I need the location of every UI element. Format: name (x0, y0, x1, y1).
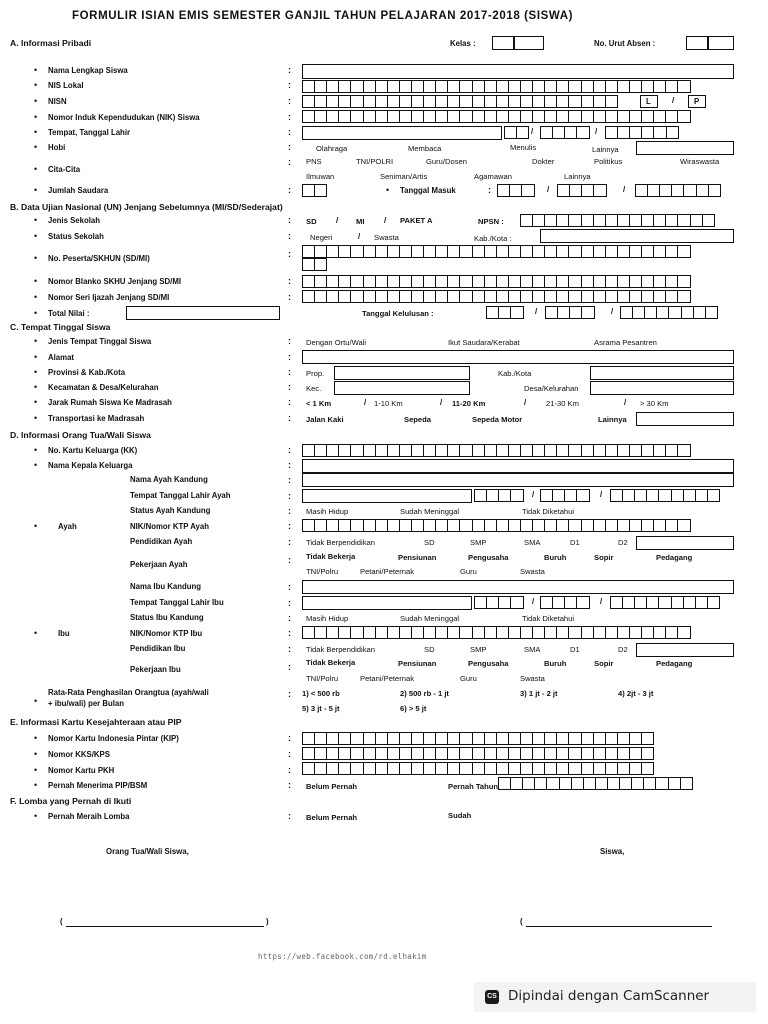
colon: : (288, 749, 291, 759)
input-provinsi[interactable] (334, 366, 470, 380)
input-nama-ayah[interactable] (302, 473, 734, 487)
label-ttl-ayah: Tempat Tanggal Lahir Ayah (130, 491, 231, 500)
kerja-ayah-option[interactable]: Pengusaha (468, 553, 509, 562)
input-tempat-lahir-ibu[interactable] (302, 596, 472, 610)
cells-ijazah[interactable] (302, 290, 690, 303)
input-hobi-lainnya[interactable] (636, 141, 734, 155)
signature-label-siswa: Siswa, (600, 847, 625, 856)
transport-option[interactable]: Lainnya (598, 415, 627, 424)
label-nama: Nama Lengkap Siswa (48, 66, 128, 75)
colon: : (288, 336, 291, 346)
signature-line-siswa (526, 926, 712, 927)
kelas-label: Kelas : (450, 39, 476, 48)
section-f-heading: F. Lomba yang Pernah di Ikuti (10, 796, 132, 806)
label-provinsi: Provinsi & Kab./Kota (48, 368, 126, 377)
bullet: • (34, 628, 38, 638)
colon: : (288, 491, 291, 501)
bullet: • (34, 185, 38, 195)
slash: / (364, 398, 367, 407)
colon: : (288, 811, 291, 821)
label-ayah-group: Ayah (58, 522, 77, 531)
cells-peserta[interactable] (302, 245, 690, 258)
npsn-label: NPSN : (478, 217, 504, 226)
transport-option[interactable]: Sepeda Motor (472, 415, 523, 424)
bullet: • (34, 276, 38, 286)
label-penghasilan: Rata-Rata Penghasilan Orangtua (ayah/wali (48, 688, 209, 697)
cells-bln-lulus[interactable] (545, 306, 593, 319)
cells-tanggal[interactable] (504, 126, 528, 139)
kerja-ibu-option[interactable]: Guru (460, 674, 477, 683)
status-ayah-option[interactable]: Sudah Meninggal (400, 507, 460, 516)
bullet: • (34, 142, 38, 152)
status-ibu-option[interactable]: Tidak Diketahui (522, 614, 575, 623)
pend-ibu-option[interactable]: SMA (524, 645, 541, 654)
hobi-option[interactable]: Olahraga (316, 144, 348, 153)
cells-blanko[interactable] (302, 275, 690, 288)
colon: : (288, 367, 291, 377)
colon: : (288, 65, 291, 75)
slash: / (358, 232, 361, 241)
colon: : (288, 127, 291, 137)
label-ijazah: Nomor Seri Ijazah Jenjang SD/MI (48, 293, 170, 302)
jarak-option[interactable]: 21-30 Km (546, 399, 579, 408)
kerja-ibu-option[interactable]: Sopir (594, 659, 614, 668)
cells-kk[interactable] (302, 444, 690, 457)
jarak-option[interactable]: 1-10 Km (374, 399, 403, 408)
date-slash: / (611, 307, 614, 316)
cells-bln-ayah[interactable] (540, 489, 588, 502)
cita-option[interactable]: Politikus (594, 157, 623, 166)
label-nik-ibu: NIK/Nomor KTP Ibu (130, 629, 203, 638)
cells-nis[interactable] (302, 80, 690, 93)
signature-paren: ( (520, 917, 523, 926)
label-blanko: Nomor Blanko SKHU Jenjang SD/MI (48, 277, 181, 286)
label-pip: Pernah Menerima PIP/BSM (48, 781, 148, 790)
kerja-ibu-option[interactable]: Petani/Peternak (360, 674, 415, 683)
label-kepala: Nama Kepala Keluarga (48, 461, 133, 470)
slash: / (384, 216, 387, 225)
colon: : (288, 397, 291, 407)
income-option[interactable]: 2) 500 rb - 1 jt (400, 689, 449, 698)
pend-ibu-option[interactable]: D1 (570, 645, 580, 654)
bullet: • (34, 112, 38, 122)
cita-option[interactable]: Ilmuwan (306, 172, 335, 181)
pend-ayah-option[interactable]: D1 (570, 538, 580, 547)
pend-ayah-option[interactable]: Tidak Berpendidikan (306, 538, 375, 547)
bullet: • (34, 397, 38, 407)
label-nisn: NISN (48, 97, 67, 106)
cells-tgl-masuk[interactable] (497, 184, 533, 197)
colon: : (288, 628, 291, 638)
label-jenis-tinggal: Jenis Tempat Tinggal Siswa (48, 337, 152, 346)
tinggal-option[interactable]: Dengan Ortu/Wali (306, 338, 367, 347)
bullet: • (34, 308, 38, 318)
cita-option[interactable]: Guru/Dosen (426, 157, 467, 166)
bullet: • (34, 164, 38, 174)
label-status-sekolah: Status Sekolah (48, 232, 104, 241)
label-kip: Nomor Kartu Indonesia Pintar (KIP) (48, 734, 179, 743)
transport-option[interactable]: Sepeda (404, 415, 432, 424)
absen-box-2[interactable] (708, 36, 734, 50)
colon: : (288, 382, 291, 392)
label-total-nilai: Total Nilai : (48, 309, 90, 318)
cita-option[interactable]: PNS (306, 157, 322, 166)
pip-belum[interactable]: Belum Pernah (306, 782, 358, 791)
kerja-ayah-option[interactable]: Pensiunan (398, 553, 437, 562)
input-kabkota-sekolah[interactable] (540, 229, 734, 243)
kerja-ayah-option[interactable]: Tidak Bekerja (306, 552, 356, 561)
slash: / (624, 398, 627, 407)
tinggal-option[interactable]: Asrama Pesantren (594, 338, 657, 347)
cells-tgl-ibu[interactable] (474, 596, 522, 609)
bullet: • (34, 215, 38, 225)
colon: : (288, 96, 291, 106)
label-jenis-sekolah: Jenis Sekolah (48, 216, 101, 225)
cells-jumlah-saudara[interactable] (302, 184, 326, 197)
bullet: • (34, 445, 38, 455)
label-kerja-ayah: Pekerjaan Ayah (130, 560, 188, 569)
label-nama-ibu: Nama Ibu Kandung (130, 582, 202, 591)
jarak-option[interactable]: 11-20 Km (452, 399, 486, 408)
cells-kip[interactable] (302, 732, 653, 745)
bullet: • (34, 780, 38, 790)
gender-l-label: L (646, 97, 651, 106)
label-lomba: Pernah Meraih Lomba (48, 812, 130, 821)
cells-bln-ibu[interactable] (540, 596, 588, 609)
bullet: • (34, 336, 38, 346)
status-swasta[interactable]: Swasta (374, 233, 399, 242)
pip-pernah[interactable]: Pernah Tahun (448, 782, 499, 791)
label-cita: Cita-Cita (48, 165, 81, 174)
bullet: • (34, 253, 38, 263)
colon: : (288, 733, 291, 743)
label-nik-ayah: NIK/Nomor KTP Ayah (130, 522, 209, 531)
label-nis: NIS Lokal (48, 81, 84, 90)
colon: : (288, 521, 291, 531)
income-option[interactable]: 1) < 500 rb (302, 689, 340, 698)
cells-bln-masuk[interactable] (557, 184, 605, 197)
input-total-nilai[interactable] (126, 306, 280, 320)
label-ttl-ibu: Tempat Tanggal Lahir Ibu (130, 598, 224, 607)
hobi-option[interactable]: Lainnya (592, 145, 619, 154)
label-penghasilan-2: + ibu/wali) per Bulan (48, 699, 125, 708)
bullet: • (34, 127, 38, 137)
kerja-ayah-option[interactable]: Guru (460, 567, 477, 576)
pend-ibu-option[interactable]: D2 (618, 645, 628, 654)
bullet: • (34, 367, 38, 377)
cells-nik-ibu[interactable] (302, 626, 690, 639)
footer-url: https://web.facebook.com/rd.elhakim (258, 952, 427, 961)
section-c-heading: C. Tempat Tinggal Siswa (10, 322, 111, 332)
cells-bulan[interactable] (540, 126, 588, 139)
signature-paren: ( (60, 917, 63, 926)
label-tanggal-masuk: Tanggal Masuk (400, 186, 456, 195)
income-option[interactable]: 3) 1 jt - 2 jt (520, 689, 558, 698)
input-kabkota[interactable] (590, 366, 734, 380)
kerja-ayah-option[interactable]: Swasta (520, 567, 545, 576)
kerja-ayah-option[interactable]: Buruh (544, 553, 567, 562)
signature-label-ortu: Orang Tua/Wali Siswa, (106, 847, 189, 856)
colon: : (288, 215, 291, 225)
kerja-ayah-option[interactable]: TNI/Polru (306, 567, 339, 576)
input-alamat[interactable] (302, 350, 734, 364)
section-a-heading: A. Informasi Pribadi (10, 38, 92, 48)
cells-tahun[interactable] (605, 126, 678, 139)
bullet: • (34, 80, 38, 90)
colon: : (288, 662, 291, 672)
absen-label: No. Urut Absen : (594, 39, 656, 48)
kerja-ibu-option[interactable]: Swasta (520, 674, 545, 683)
label-kecamatan: Kecamatan & Desa/Kelurahan (48, 383, 159, 392)
bullet: • (34, 292, 38, 302)
kerja-ayah-option[interactable]: Sopir (594, 553, 614, 562)
cita-option[interactable]: Dokter (532, 157, 555, 166)
bullet: • (34, 811, 38, 821)
input-kepala[interactable] (302, 459, 734, 473)
kerja-ibu-option[interactable]: Buruh (544, 659, 567, 668)
colon: : (288, 292, 291, 302)
kabkota-label: Kab./Kota : (474, 234, 512, 243)
input-kecamatan[interactable] (334, 381, 470, 395)
date-slash: / (595, 127, 598, 136)
jenis-sd[interactable]: SD (306, 217, 317, 226)
label-kks: Nomor KKS/KPS (48, 750, 110, 759)
label-kk: No. Kartu Keluarga (KK) (48, 446, 138, 455)
kerja-ibu-option[interactable]: Pedagang (656, 659, 693, 668)
kerja-ibu-option[interactable]: TNI/Polru (306, 674, 339, 683)
label-jarak: Jarak Rumah Siswa Ke Madrasah (48, 398, 172, 407)
label-alamat: Alamat (48, 353, 74, 362)
income-option[interactable]: 5) 3 jt - 5 jt (302, 704, 340, 713)
colon: : (288, 445, 291, 455)
label-peserta: No. Peserta/SKHUN (SD/MI) (48, 254, 150, 263)
date-slash: / (532, 597, 535, 606)
label-kerja-ibu: Pekerjaan Ibu (130, 665, 181, 674)
tinggal-option[interactable]: Ikut Saudara/Kerabat (448, 338, 520, 347)
prop-label: Prop. (306, 369, 325, 378)
form-title: FORMULIR ISIAN EMIS SEMESTER GANJIL TAHUN PELAJARAN 2017-2018 (SISWA) (72, 10, 574, 22)
colon: : (288, 644, 291, 654)
cita-option[interactable]: TNI/POLRI (356, 157, 394, 166)
jarak-option[interactable]: > 30 Km (640, 399, 669, 408)
date-slash: / (600, 490, 603, 499)
input-pend-ayah-lainnya[interactable] (636, 536, 734, 550)
colon: : (288, 80, 291, 90)
cells-nik-ayah[interactable] (302, 519, 690, 532)
colon: : (288, 598, 291, 608)
cells-tgl-lulus[interactable] (486, 306, 522, 319)
colon: : (288, 506, 291, 516)
kerja-ayah-option[interactable]: Petani/Peternak (360, 567, 415, 576)
colon: : (288, 537, 291, 547)
label-tanggal-kelulusan: Tanggal Kelulusan : (362, 309, 434, 318)
kerja-ibu-option[interactable]: Pensiunan (398, 659, 437, 668)
cita-option[interactable]: Lainnya (564, 172, 591, 181)
colon: : (288, 413, 291, 423)
cells-thn-lulus[interactable] (620, 306, 717, 319)
date-slash: / (535, 307, 538, 316)
signature-paren: ) (266, 917, 269, 926)
section-d-heading: D. Informasi Orang Tua/Wali Siswa (10, 430, 151, 440)
bullet: • (34, 96, 38, 106)
status-ibu-option[interactable]: Masih Hidup (306, 614, 349, 623)
cita-option[interactable]: Seniman/Artis (380, 172, 428, 181)
status-ibu-option[interactable]: Sudah Meninggal (400, 614, 460, 623)
colon: : (288, 765, 291, 775)
pend-ibu-option[interactable]: SD (424, 645, 435, 654)
transport-option[interactable]: Jalan Kaki (306, 415, 344, 424)
pend-ibu-option[interactable]: SMP (470, 645, 487, 654)
slash: / (440, 398, 443, 407)
pend-ayah-option[interactable]: D2 (618, 538, 628, 547)
cita-option[interactable]: Wiraswasta (680, 157, 720, 166)
bullet: • (34, 749, 38, 759)
camscanner-text: Dipindai dengan CamScanner (508, 988, 710, 1004)
gender-p-label: P (694, 97, 700, 106)
label-nik: Nomor Induk Kependudukan (NIK) Siswa (48, 113, 200, 122)
slash: / (336, 216, 339, 225)
cells-thn-ibu[interactable] (610, 596, 719, 609)
pend-ibu-option[interactable]: Tidak Berpendidikan (306, 645, 375, 654)
label-pend-ayah: Pendidikan Ayah (130, 537, 193, 546)
cells-pip-tahun[interactable] (498, 777, 692, 790)
label-ttl: Tempat, Tanggal Lahir (48, 128, 131, 137)
label-hobi: Hobi (48, 143, 66, 152)
income-option[interactable]: 4) 2jt - 3 jt (618, 689, 654, 698)
colon: : (288, 112, 291, 122)
bullet: • (34, 733, 38, 743)
desa-label: Desa/Kelurahan (524, 384, 579, 393)
kelas-box[interactable] (492, 36, 514, 50)
label-nama-ayah: Nama Ayah Kandung (130, 475, 208, 484)
input-tempat-lahir[interactable] (302, 126, 502, 140)
kerja-ayah-option[interactable]: Pedagang (656, 553, 693, 562)
label-status-ayah: Status Ayah Kandung (130, 506, 211, 515)
hobi-option[interactable]: Membaca (408, 144, 442, 153)
jarak-option[interactable]: < 1 Km (306, 399, 332, 408)
gender-separator: / (672, 96, 675, 105)
lomba-sudah[interactable]: Sudah (448, 811, 472, 820)
kerja-ibu-option[interactable]: Pengusaha (468, 659, 509, 668)
status-negeri[interactable]: Negeri (310, 233, 333, 242)
cells-thn-ayah[interactable] (610, 489, 719, 502)
input-nama-ibu[interactable] (302, 580, 734, 594)
cells-npsn[interactable] (520, 214, 714, 227)
camscanner-logo-icon: CS (485, 990, 499, 1004)
colon: : (288, 249, 291, 259)
jenis-mi[interactable]: MI (356, 217, 365, 226)
input-desa[interactable] (590, 381, 734, 395)
bullet: • (34, 382, 38, 392)
colon: : (288, 276, 291, 286)
colon: : (288, 460, 291, 470)
section-e-heading: E. Informasi Kartu Kesejahteraan atau PIP (10, 717, 182, 727)
date-slash: / (547, 185, 550, 194)
colon: : (288, 231, 291, 241)
slash: / (524, 398, 527, 407)
bullet: • (34, 352, 38, 362)
income-option[interactable]: 6) > 5 jt (400, 704, 427, 713)
cells-peserta-2[interactable] (302, 258, 326, 271)
colon: : (288, 689, 291, 699)
cells-nisn[interactable] (302, 95, 617, 108)
input-transport-lainnya[interactable] (636, 412, 734, 426)
bullet: • (386, 185, 390, 195)
colon: : (288, 475, 291, 485)
kelas-box-2[interactable] (514, 36, 544, 50)
label-ibu-group: Ibu (58, 629, 70, 638)
label-jumlah-saudara: Jumlah Saudara (48, 186, 109, 195)
bullet: • (34, 460, 38, 470)
colon: : (288, 555, 291, 565)
colon: : (288, 185, 291, 195)
pend-ayah-option[interactable]: SMP (470, 538, 487, 547)
hobi-option[interactable]: Menulis (510, 143, 537, 152)
signature-line-ortu (66, 926, 264, 927)
label-transportasi: Transportasi ke Madrasah (48, 414, 145, 423)
label-status-ibu: Status Ibu Kandung (130, 613, 204, 622)
status-ayah-option[interactable]: Masih Hidup (306, 507, 349, 516)
input-tempat-lahir-ayah[interactable] (302, 489, 472, 503)
cells-pkh[interactable] (302, 762, 653, 775)
label-pend-ibu: Pendidikan Ibu (130, 644, 186, 653)
colon: : (288, 582, 291, 592)
colon: : (288, 613, 291, 623)
kerja-ibu-option[interactable]: Tidak Bekerja (306, 658, 356, 667)
kabkota-label: Kab./Kota (498, 369, 532, 378)
colon: : (288, 780, 291, 790)
colon: : (288, 157, 291, 167)
colon: : (488, 185, 491, 195)
cells-nik[interactable] (302, 110, 690, 123)
absen-box[interactable] (686, 36, 708, 50)
cells-tgl-ayah[interactable] (474, 489, 522, 502)
cells-kks[interactable] (302, 747, 653, 760)
date-slash: / (623, 185, 626, 194)
colon: : (288, 142, 291, 152)
bullet: • (34, 765, 38, 775)
bullet: • (34, 231, 38, 241)
date-slash: / (531, 127, 534, 136)
section-b-heading: B. Data Ujian Nasional (UN) Jenjang Sebelumnya (MI/SD/Sederajat) (10, 202, 283, 212)
colon: : (288, 352, 291, 362)
cita-option[interactable]: Agamawan (474, 172, 512, 181)
status-ayah-option[interactable]: Tidak Diketahui (522, 507, 575, 516)
label-pkh: Nomor Kartu PKH (48, 766, 115, 775)
input-pend-ibu-lainnya[interactable] (636, 643, 734, 657)
bullet: • (34, 696, 38, 706)
bullet: • (34, 413, 38, 423)
pend-ayah-option[interactable]: SD (424, 538, 435, 547)
jenis-paket[interactable]: PAKET A (400, 216, 433, 225)
cells-thn-masuk[interactable] (635, 184, 720, 197)
lomba-belum[interactable]: Belum Pernah (306, 813, 358, 822)
kec-label: Kec. (306, 384, 322, 393)
bullet: • (34, 65, 38, 75)
bullet: • (34, 521, 38, 531)
input-nama[interactable] (302, 64, 734, 79)
pend-ayah-option[interactable]: SMA (524, 538, 541, 547)
date-slash: / (600, 597, 603, 606)
date-slash: / (532, 490, 535, 499)
